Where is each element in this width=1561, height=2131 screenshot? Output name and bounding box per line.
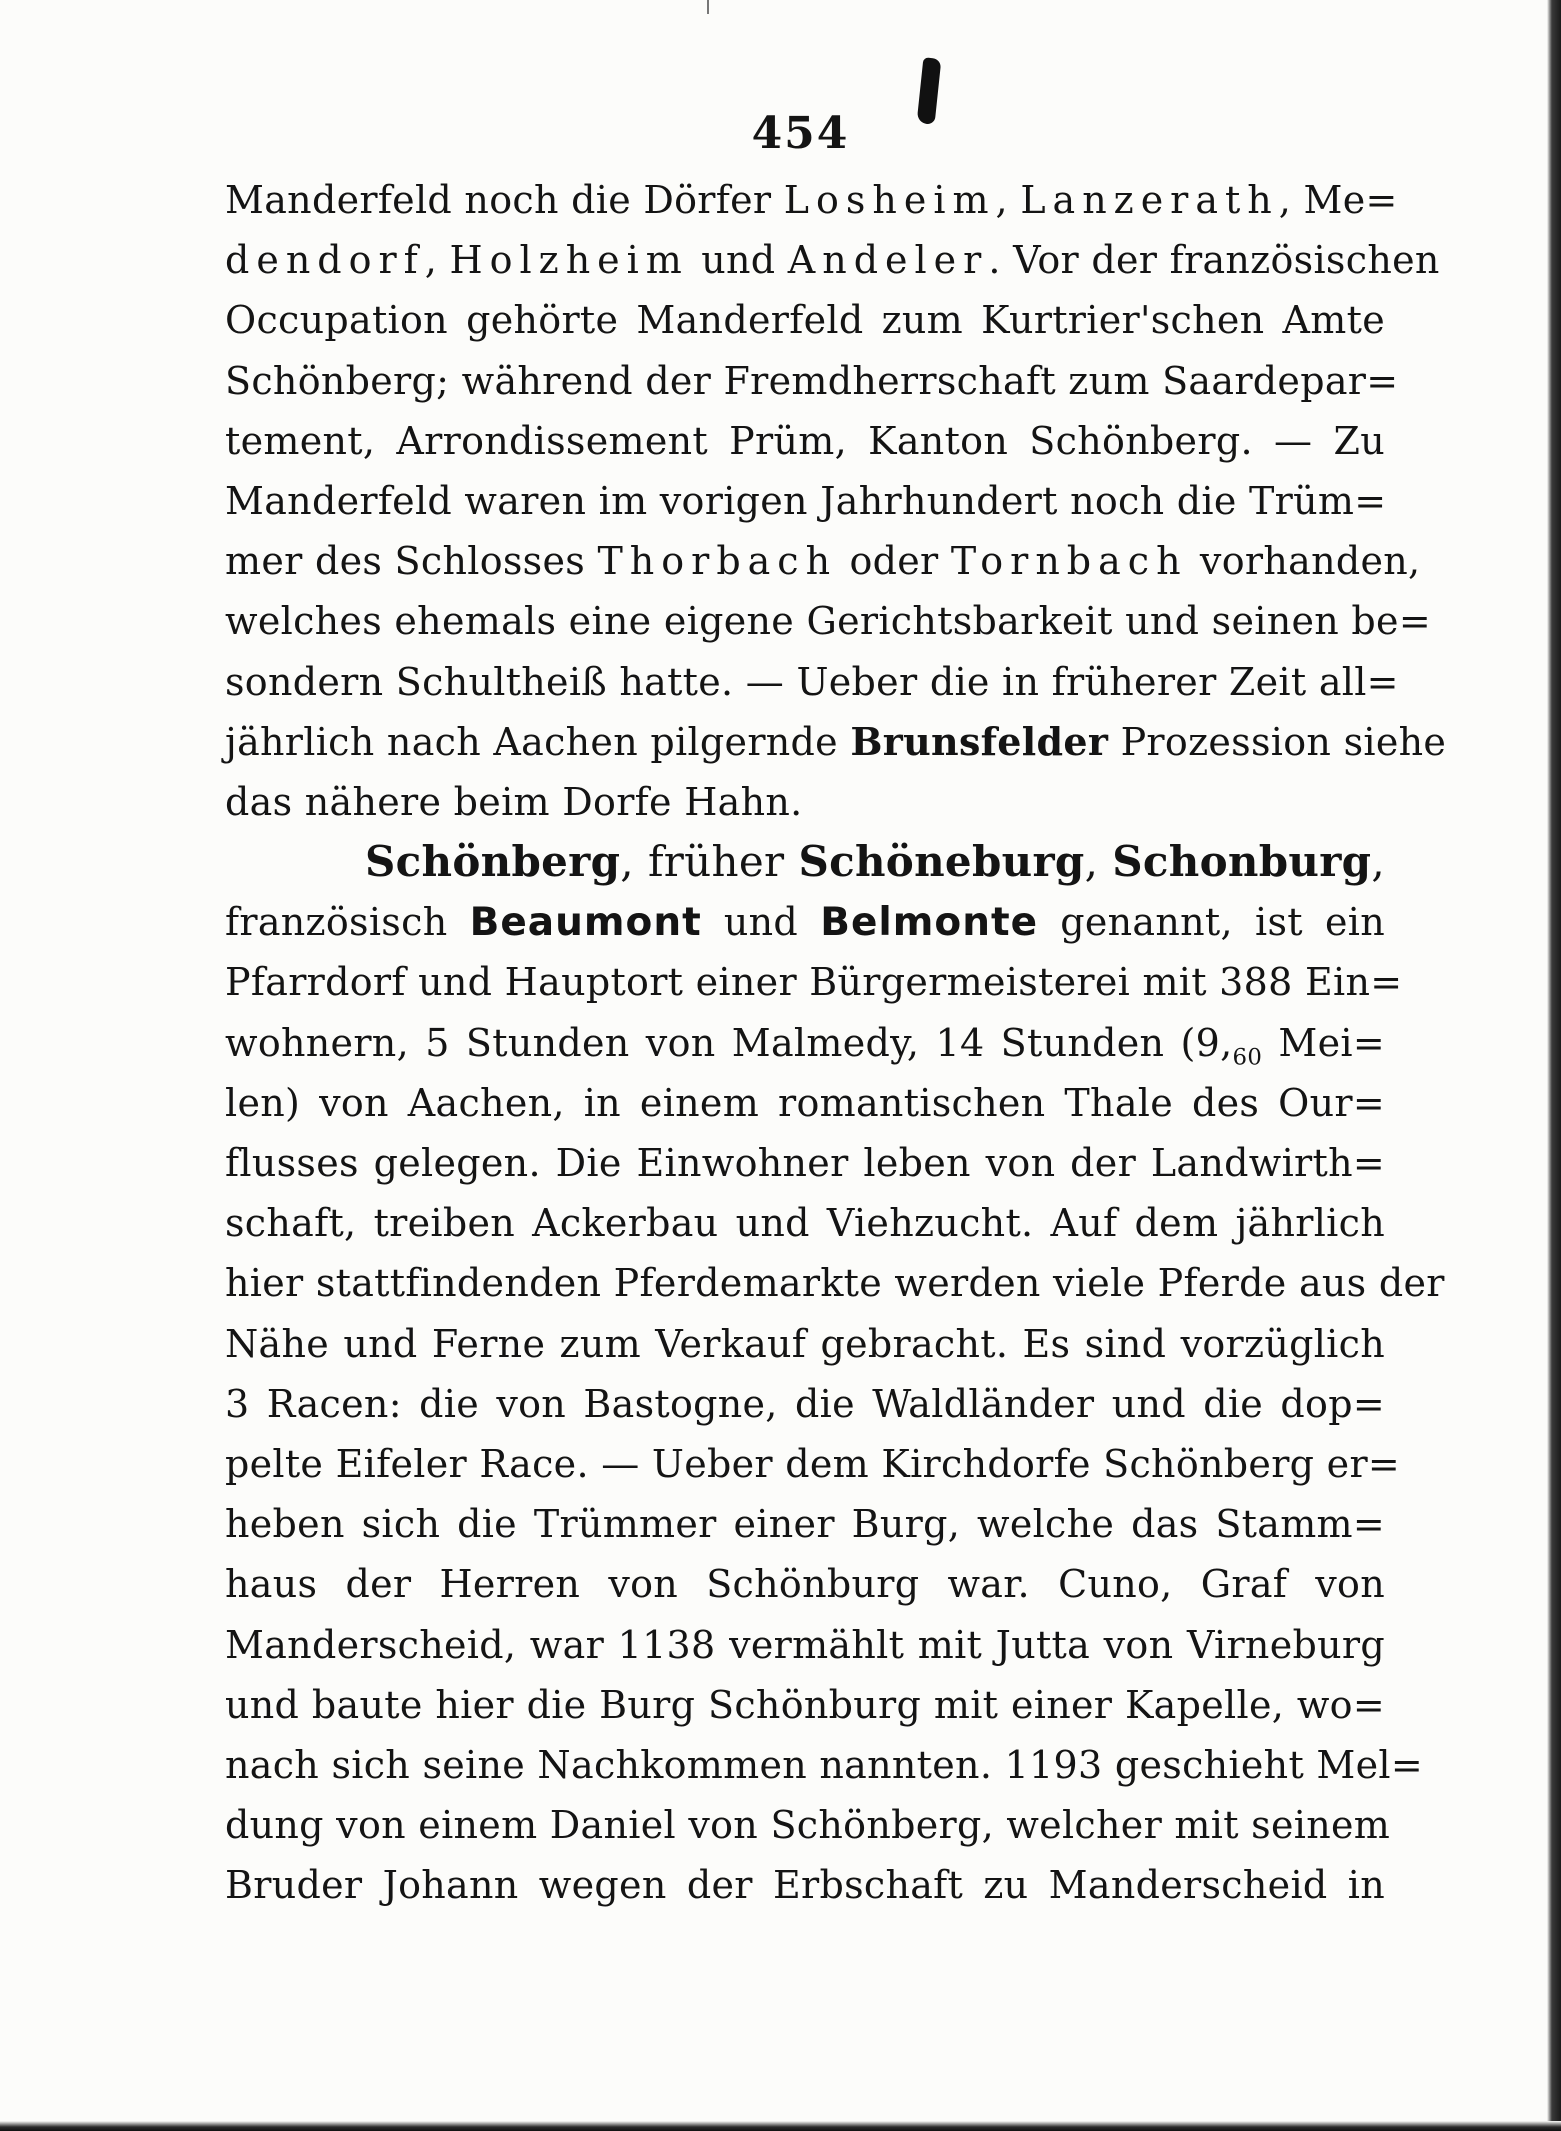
scan-edge-bottom xyxy=(0,2121,1561,2131)
text-line: wohnern, 5 Stunden von Malmedy, 14 Stunden ($9,_{60}$ Mei= xyxy=(225,1020,1385,1071)
text-line: len) von Aachen, in einem romantischen Thale des Our= xyxy=(225,1080,1385,1125)
text-line: schaft, treiben Ackerbau und Viehzucht. Auf dem jährlich xyxy=(225,1201,1385,1246)
entry-alt-name: Schonburg xyxy=(1112,837,1372,887)
text-line: dendorf, Holzheim und Andeler. Vor der französischen xyxy=(225,238,1440,283)
text-line: jährlich nach Aachen pilgernde Brunsfelder Prozession siehe xyxy=(225,718,1447,764)
text-line: tement, Arrondissement Prüm, Kanton Schönberg. — Zu xyxy=(225,418,1385,463)
scan-tick-mark xyxy=(707,0,709,14)
bold-name: Brunsfelder xyxy=(850,718,1109,764)
spaced-place-name: dendorf xyxy=(225,238,425,283)
text-line: haus der Herren von Schönburg war. Cuno, Graf von xyxy=(225,1562,1385,1607)
french-name: Belmonte xyxy=(820,900,1039,946)
text-line: Manderscheid, war 1138 vermählt mit Jutta von Virneburg xyxy=(225,1622,1385,1667)
text-line: nach sich seine Nachkommen nannten. 1193 geschieht Mel= xyxy=(225,1742,1423,1787)
text-line: Nähe und Ferne zum Verkauf gebracht. Es sind vorzüglich xyxy=(225,1321,1385,1366)
text-line: hier stattfindenden Pferdemarkte werden viele Pferde aus der xyxy=(225,1261,1445,1306)
text-line: Schönberg; während der Fremdherrschaft zum Saardepar= xyxy=(225,358,1399,403)
text-line: französisch Beaumont und Belmonte genannt, ist ein xyxy=(225,900,1385,946)
text-line: pelte Eifeler Race. — Ueber dem Kirchdorfe Schönberg er= xyxy=(225,1441,1401,1486)
spaced-place-name: Lanzerath xyxy=(1020,178,1279,222)
spaced-place-name: Holzheim xyxy=(449,238,689,283)
spaced-place-name: Thorbach xyxy=(597,539,838,584)
text-line: flusses gelegen. Die Einwohner leben von der Landwirth= xyxy=(225,1141,1385,1185)
text-line: heben sich die Trümmer einer Burg, welche das Stamm= xyxy=(225,1502,1385,1547)
entry-alt-name: Schöneburg xyxy=(798,837,1085,887)
text-line: Occupation gehörte Manderfeld zum Kurtrier'schen Amte xyxy=(225,298,1385,343)
text-line: Bruder Johann wegen der Erbschaft zu Manderscheid in xyxy=(225,1863,1385,1908)
spaced-place-name: Losheim xyxy=(783,178,996,222)
text-line: dung von einem Daniel von Schönberg, welcher mit seinem xyxy=(225,1803,1391,1848)
text-line: und baute hier die Burg Schönburg mit einer Kapelle, wo= xyxy=(225,1682,1385,1727)
text-line: Manderfeld noch die Dörfer Losheim, Lanzerath, Me= xyxy=(225,178,1398,222)
page-number: 454 xyxy=(751,108,850,159)
text-line: das nähere beim Dorfe Hahn. xyxy=(225,779,803,824)
french-name: Beaumont xyxy=(469,900,702,946)
text-line: 3 Racen: die von Bastogne, die Waldländer und die dop= xyxy=(225,1381,1385,1426)
text-line: Manderfeld waren im vorigen Jahrhundert noch die Trüm= xyxy=(225,478,1387,523)
text-line: sondern Schultheiß hatte. — Ueber die in früherer Zeit all= xyxy=(225,659,1399,704)
text-line: Pfarrdorf und Hauptort einer Bürgermeisterei mit 388 Ein= xyxy=(225,960,1403,1005)
spaced-place-name: Andeler xyxy=(787,238,989,283)
subscript-fraction: 60 xyxy=(1232,1044,1263,1071)
scan-edge-right xyxy=(1547,0,1561,2131)
spaced-place-name: Tornbach xyxy=(950,539,1188,584)
entry-heading: Schönberg, früher Schöneburg, Schonburg, xyxy=(365,837,1385,887)
text-line: welches ehemals eine eigene Gerichtsbarkeit und seinen be= xyxy=(225,599,1431,644)
text-line: mer des Schlosses Thorbach oder Tornbach vorhanden, xyxy=(225,539,1421,584)
body-text xyxy=(225,170,1447,1915)
entry-title: Schönberg xyxy=(365,837,621,887)
